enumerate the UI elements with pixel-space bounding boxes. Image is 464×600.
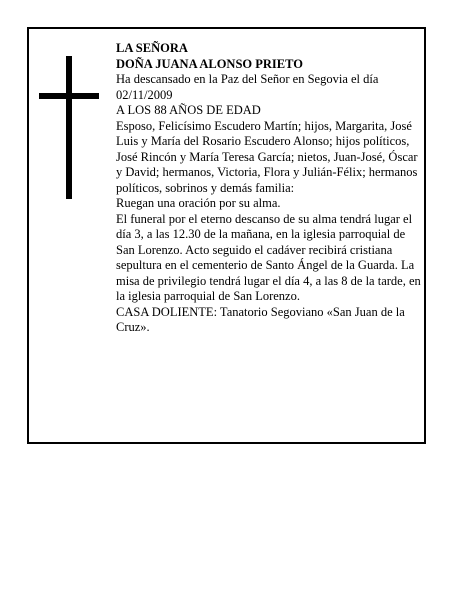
cross-vertical-bar (66, 56, 72, 199)
obituary-text (116, 41, 421, 336)
cross-horizontal-bar (39, 93, 99, 99)
obituary-notice (27, 27, 426, 444)
notice-title: LA SEÑORA (116, 41, 188, 55)
house-of-mourning: CASA DOLIENTE: Tanatorio Segoviano «San Juan de la Cruz». (116, 304, 405, 334)
cross-icon (39, 56, 99, 199)
age-statement: A LOS 88 AÑOS DE EDAD (116, 103, 261, 117)
funeral-details: El funeral por el eterno descanso de su alma tendrá lugar el día 3, a las 12.30 de la mañana, en la iglesia parroquial de San Lorenzo. Acto seguido el cadáver recibirá cristiana sepultura en el cementerio de Santo Ángel de la Guarda. La misa de privilegio tendrá lugar el día 4, a las 8 de la tarde, en la iglesia parroquial de San Lorenzo. (116, 211, 421, 303)
family-list: Esposo, Felicísimo Escudero Martín; hijos, Margarita, José Luis y María del Rosario Escudero Alonso; hijos políticos, José Rincón y María Teresa García; nietos, Juan-José, Óscar y David; hermanos, Victoria, Flora y Julián-Félix; hermanos políticos, sobrinos y demás familia: (116, 118, 418, 195)
death-statement: Ha descansado en la Paz del Señor en Segovia el día 02/11/2009 (116, 72, 379, 102)
deceased-name: DOÑA JUANA ALONSO PRIETO (116, 56, 303, 71)
prayer-request: Ruegan una oración por su alma. (116, 196, 281, 210)
